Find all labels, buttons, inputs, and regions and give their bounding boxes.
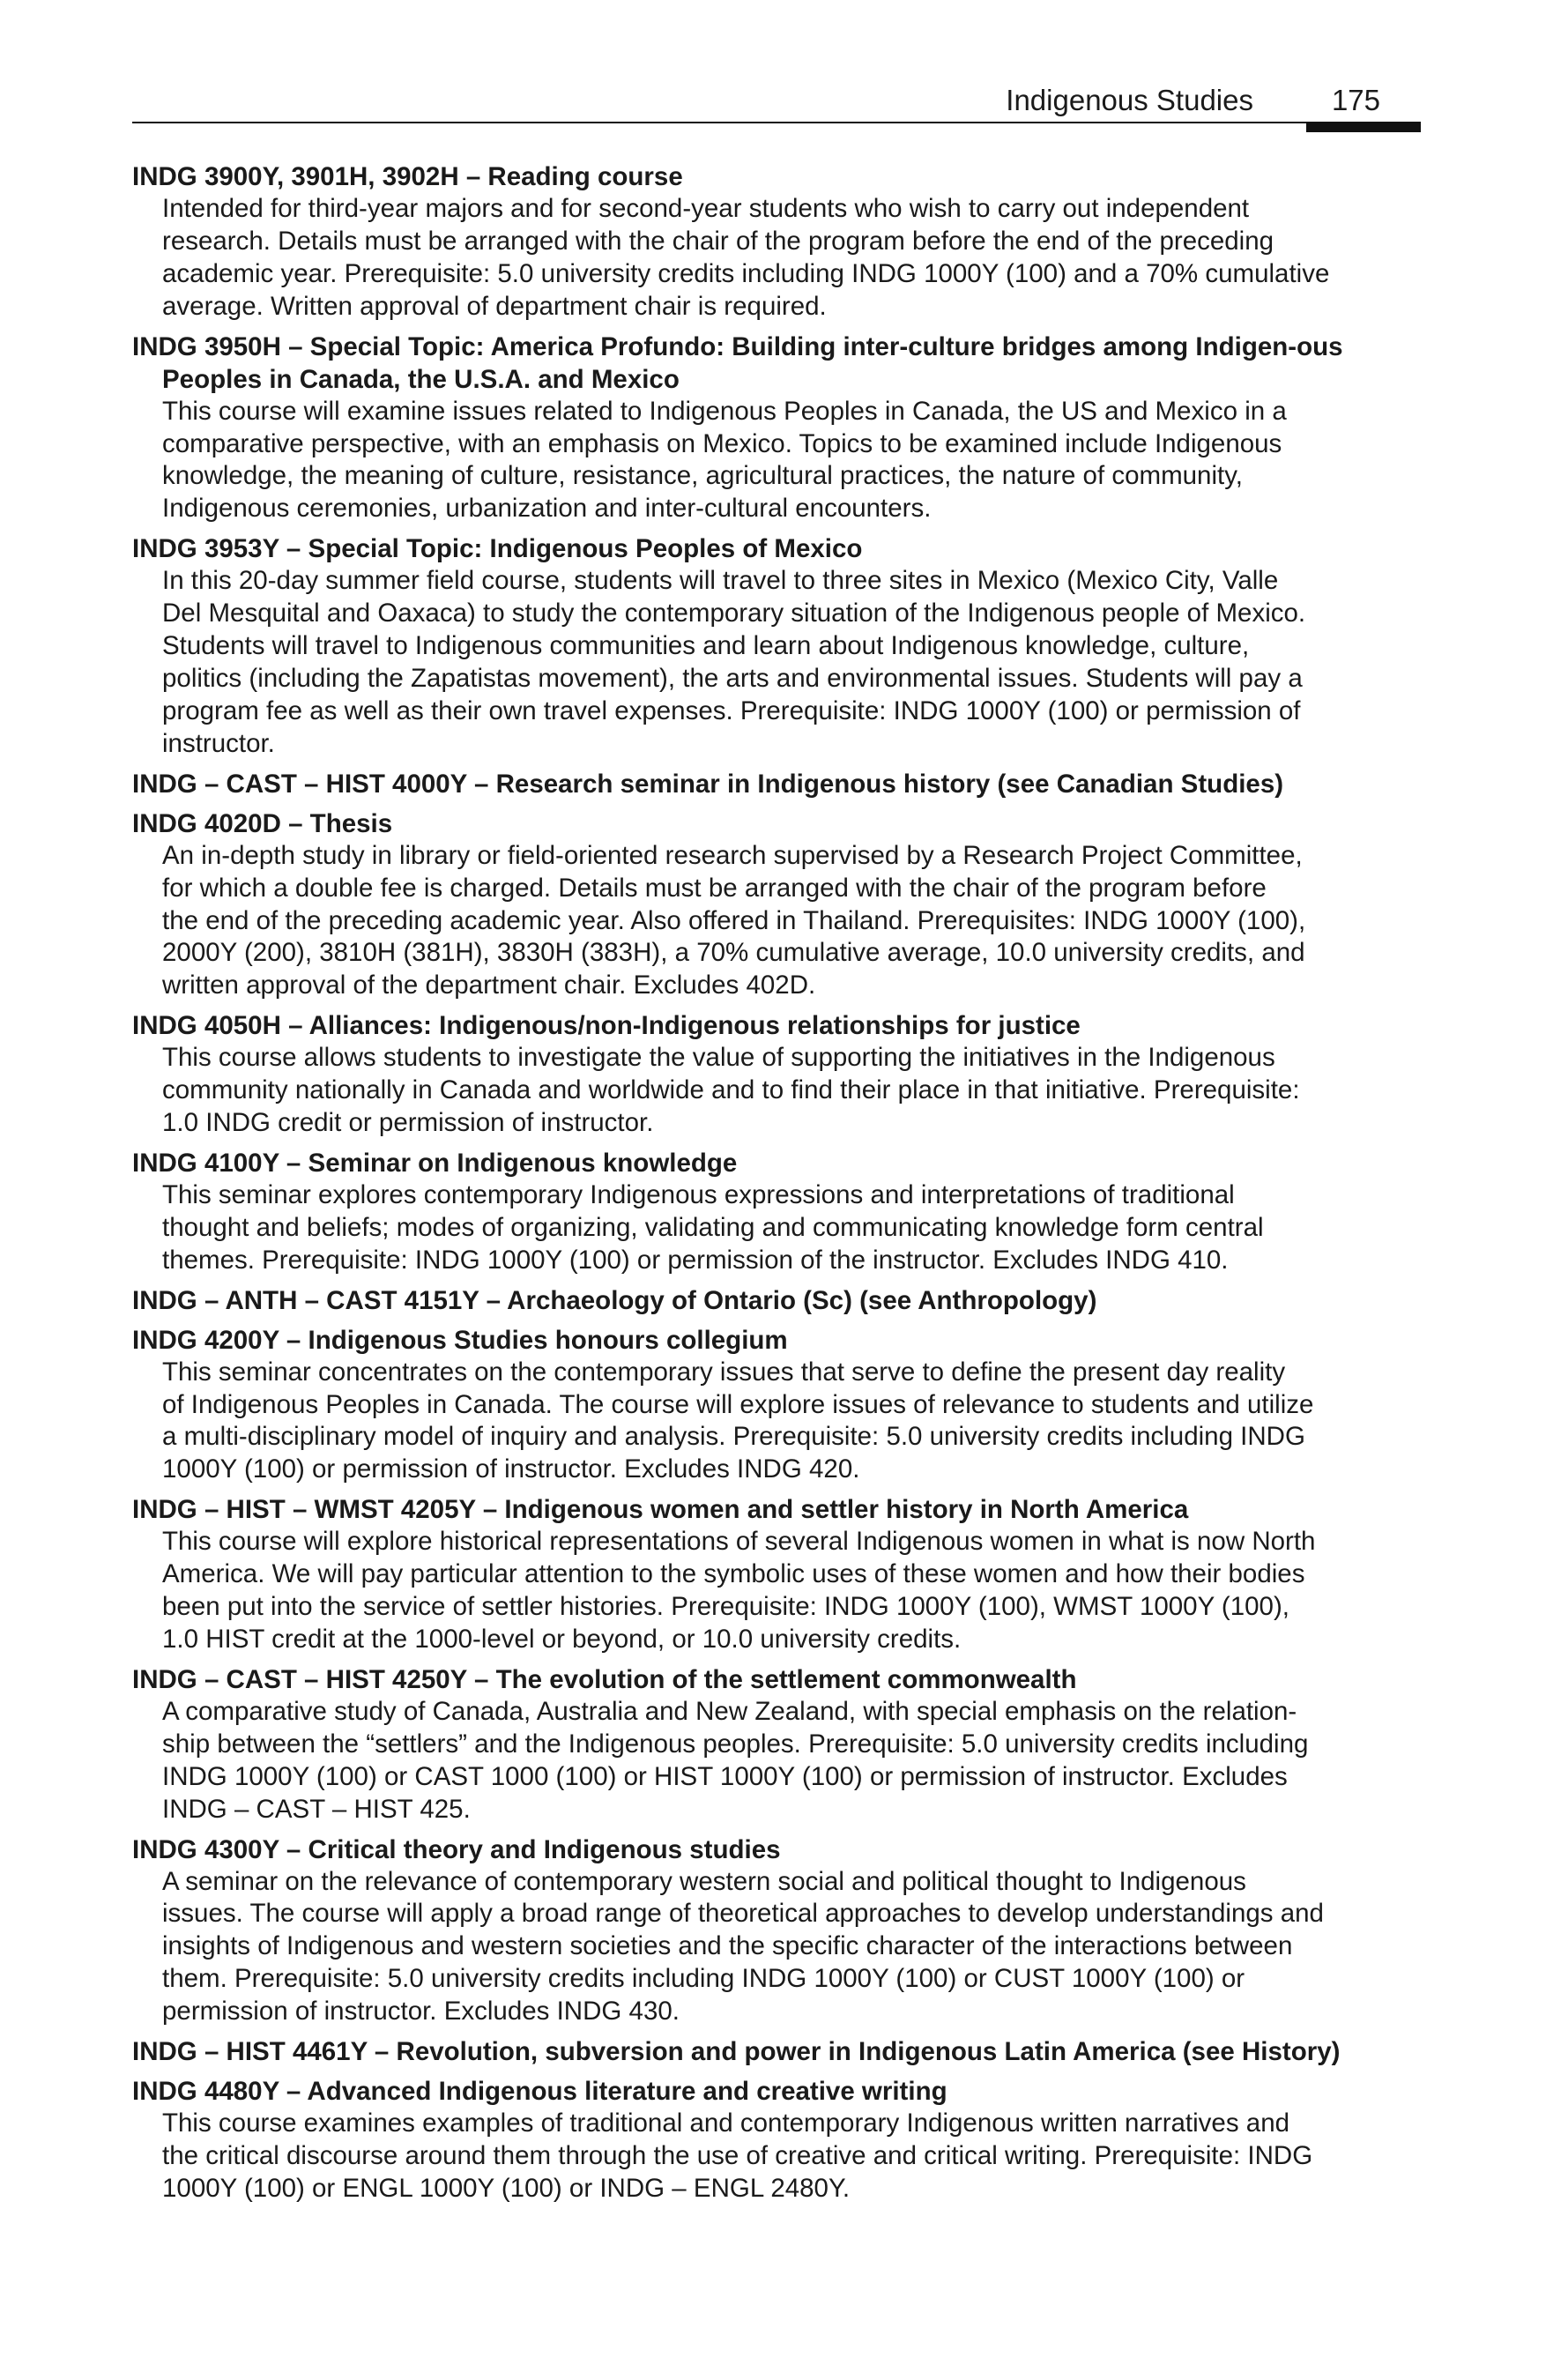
course-entry — [132, 1009, 1421, 1140]
course-description — [162, 1357, 1421, 1487]
description-line: them. Prerequisite: 5.0 university credits including INDG 1000Y (100) or CUST 1000Y (100) or — [162, 1964, 1245, 1994]
course-entry — [132, 160, 1421, 324]
header-tab-marker — [1306, 122, 1421, 132]
description-line: issues. The course will apply a broad range of theoretical approaches to develop understandings and — [162, 1899, 1324, 1929]
description-line: themes. Prerequisite: INDG 1000Y (100) or permission of the instructor. Excludes INDG 410. — [162, 1245, 1229, 1275]
course-description — [162, 1042, 1421, 1140]
description-line: of Indigenous Peoples in Canada. The course will explore issues of relevance to students and utilize — [162, 1389, 1314, 1419]
description-line: for which a double fee is charged. Details must be arranged with the chair of the program before — [162, 873, 1267, 903]
description-line: research. Details must be arranged with the chair of the program before the end of the preceding — [162, 226, 1274, 256]
course-description — [162, 396, 1421, 526]
description-line: An in-depth study in library or field-oriented research supervised by a Research Project Committee, — [162, 840, 1303, 870]
description-line: INDG 1000Y (100) or CAST 1000 (100) or HIST 1000Y (100) or permission of instructor. Excludes — [162, 1761, 1288, 1791]
course-title: INDG 4480Y – Advanced Indigenous literature and creative writing — [132, 2077, 947, 2107]
description-line: ship between the “settlers” and the Indigenous peoples. Prerequisite: 5.0 university credits including — [162, 1729, 1309, 1759]
course-entry — [132, 807, 1421, 1003]
course-description — [162, 2108, 1421, 2205]
description-line: INDG – CAST – HIST 425. — [162, 1794, 471, 1824]
description-line: This course examines examples of traditional and contemporary Indigenous written narratives and — [162, 2109, 1290, 2138]
course-entry — [132, 1284, 1421, 1317]
course-entry — [132, 2035, 1421, 2068]
course-description — [162, 1526, 1421, 1656]
description-line: thought and beliefs; modes of organizing, validating and communicating knowledge form central — [162, 1212, 1264, 1242]
description-line: America. We will pay particular attention to the symbolic uses of these women and how their bodies — [162, 1559, 1305, 1589]
description-line: the end of the preceding academic year. Also offered in Thailand. Prerequisites: INDG 1000Y (100), — [162, 905, 1306, 935]
course-description — [162, 1866, 1421, 2029]
description-line: comparative perspective, with an emphasis on Mexico. Topics to be examined include Indigenous — [162, 428, 1282, 458]
course-entry — [132, 768, 1421, 800]
course-entry — [132, 1493, 1421, 1656]
course-description — [162, 840, 1421, 1003]
course-entry — [132, 532, 1421, 760]
course-title: INDG 3950H – Special Topic: America Profundo: Building inter-culture bridges among Indigen-ous Peoples in Canada, the U.S.A. and Mexico — [132, 331, 1343, 394]
course-entry — [132, 1147, 1421, 1277]
description-line: written approval of the department chair. Excludes 402D. — [162, 971, 816, 1000]
course-title: INDG 4200Y – Indigenous Studies honours collegium — [132, 1325, 788, 1355]
description-line: been put into the service of settler histories. Prerequisite: INDG 1000Y (100), WMST 1000Y (100), — [162, 1592, 1289, 1622]
course-title: INDG – CAST – HIST 4000Y – Research seminar in Indigenous history (see Canadian Studies) — [132, 769, 1284, 799]
description-line: the critical discourse around them through the use of creative and critical writing. Prerequisite: INDG — [162, 2140, 1313, 2170]
description-line: In this 20-day summer field course, students will travel to three sites in Mexico (Mexico City, Valle — [162, 566, 1279, 596]
description-line: This course will examine issues related to Indigenous Peoples in Canada, the US and Mexico in a — [162, 396, 1287, 426]
description-line: program fee as well as their own travel expenses. Prerequisite: INDG 1000Y (100) or permission of — [162, 695, 1301, 725]
course-title: INDG 4050H – Alliances: Indigenous/non-Indigenous relationships for justice — [132, 1011, 1081, 1041]
course-entry — [132, 1663, 1421, 1826]
course-title: INDG – HIST – WMST 4205Y – Indigenous women and settler history in North America — [132, 1495, 1189, 1525]
description-line: 1.0 HIST credit at the 1000-level or beyond, or 10.0 university credits. — [162, 1625, 962, 1654]
course-title: INDG – CAST – HIST 4250Y – The evolution of the settlement commonwealth — [132, 1664, 1077, 1694]
description-line: This course will explore historical representations of several Indigenous women in what is now North — [162, 1527, 1316, 1557]
page-header — [132, 78, 1421, 130]
description-line: Indigenous ceremonies, urbanization and inter-cultural encounters. — [162, 494, 932, 524]
course-entry — [132, 1833, 1421, 2029]
course-entry — [132, 331, 1421, 526]
course-title: INDG 3900Y, 3901H, 3902H – Reading course — [132, 162, 683, 191]
description-line: Intended for third-year majors and for second-year students who wish to carry out independent — [162, 194, 1250, 223]
description-line: 1000Y (100) or permission of instructor. Excludes INDG 420. — [162, 1454, 860, 1484]
description-line: a multi-disciplinary model of inquiry and analysis. Prerequisite: 5.0 university credits including INDG — [162, 1422, 1305, 1452]
description-line: average. Written approval of department chair is required. — [162, 291, 827, 321]
course-title: INDG – ANTH – CAST 4151Y – Archaeology of Ontario (Sc) (see Anthropology) — [132, 1285, 1097, 1315]
description-line: 1000Y (100) or ENGL 1000Y (100) or INDG – ENGL 2480Y. — [162, 2173, 851, 2203]
description-line: academic year. Prerequisite: 5.0 university credits including INDG 1000Y (100) and a 70% cumulative — [162, 258, 1330, 288]
description-line: 1.0 INDG credit or permission of instructor. — [162, 1108, 654, 1138]
description-line: knowledge, the meaning of culture, resistance, agricultural practices, the nature of community, — [162, 461, 1243, 491]
description-line: permission of instructor. Excludes INDG 430. — [162, 1997, 680, 2027]
section-title: Indigenous Studies — [1006, 84, 1253, 116]
course-title: INDG – HIST 4461Y – Revolution, subversion and power in Indigenous Latin America (see History) — [132, 2037, 1341, 2067]
page-number: 175 — [1331, 84, 1380, 116]
course-list — [132, 160, 1421, 2213]
course-title: INDG 4020D – Thesis — [132, 808, 393, 838]
course-description — [162, 565, 1421, 760]
description-line: politics (including the Zapatistas movement), the arts and environmental issues. Students will pay a — [162, 663, 1303, 693]
header-rule — [132, 122, 1363, 123]
course-title: INDG 4100Y – Seminar on Indigenous knowledge — [132, 1148, 738, 1178]
description-line: 2000Y (200), 3810H (381H), 3830H (383H), a 70% cumulative average, 10.0 university credits, and — [162, 938, 1305, 968]
course-title: INDG 4300Y – Critical theory and Indigenous studies — [132, 1834, 781, 1864]
description-line: This course allows students to investigate the value of supporting the initiatives in the Indigenous — [162, 1043, 1275, 1073]
course-entry — [132, 1324, 1421, 1487]
description-line: Del Mesquital and Oaxaca) to study the contemporary situation of the Indigenous people of Mexico. — [162, 599, 1306, 628]
description-line: community nationally in Canada and worldwide and to find their place in that initiative. Prerequisite: — [162, 1075, 1300, 1105]
description-line: This seminar concentrates on the contemporary issues that serve to define the present day reality — [162, 1357, 1286, 1387]
description-line: This seminar explores contemporary Indigenous expressions and interpretations of traditional — [162, 1179, 1235, 1209]
description-line: A seminar on the relevance of contemporary western social and political thought to Indigenous — [162, 1866, 1246, 1896]
course-title: INDG 3953Y – Special Topic: Indigenous Peoples of Mexico — [132, 534, 863, 564]
description-line: A comparative study of Canada, Australia and New Zealand, with special emphasis on the relation- — [162, 1696, 1297, 1726]
description-line: Students will travel to Indigenous communities and learn about Indigenous knowledge, culture, — [162, 631, 1250, 661]
course-description — [162, 1696, 1421, 1826]
course-description — [162, 1179, 1421, 1277]
description-line: instructor. — [162, 728, 275, 758]
course-entry — [132, 2075, 1421, 2205]
course-description — [162, 193, 1421, 324]
description-line: insights of Indigenous and western societies and the specific character of the interactions between — [162, 1931, 1293, 1961]
